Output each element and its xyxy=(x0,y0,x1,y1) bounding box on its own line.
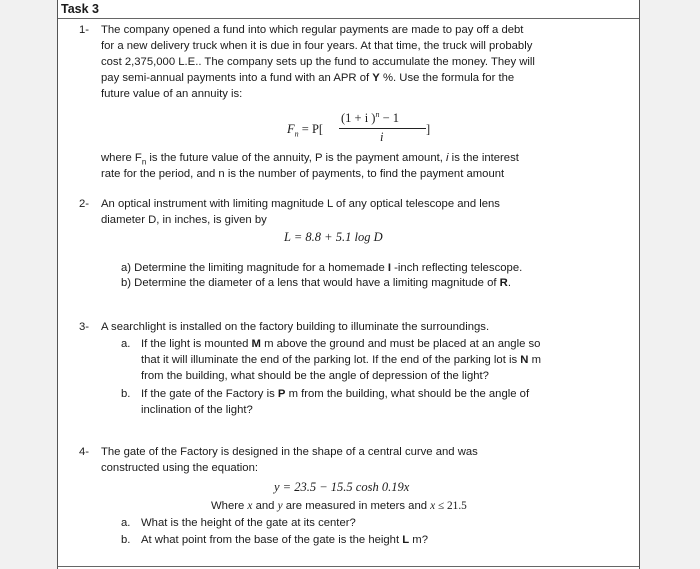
q2-part-a: a) Determine the limiting magnitude for a homemade I -inch reflecting telescope. xyxy=(121,262,523,274)
q3-part-a-label: a. xyxy=(121,338,131,350)
q3-line-1: A searchlight is installed on the factory building to illuminate the surroundings. xyxy=(101,321,490,333)
q1-line-3: cost 2,375,000 L.E.. The company sets up the fund to accumulate the money. They will xyxy=(101,56,535,68)
q1-line-2: for a new delivery truck when it is due in four years. At that time, the truck will probably xyxy=(101,40,533,52)
bottom-rule xyxy=(58,566,639,567)
annuity-formula-numerator: (1 + i )$^n$ − 1 xyxy=(341,110,400,126)
q1-line-1: The company opened a fund into which regular payments are made to pay off a debt xyxy=(101,24,524,36)
document-page xyxy=(57,0,640,569)
annuity-formula-lhs: $F_n = P$[ xyxy=(287,122,324,139)
q4-part-a: What is the height of the gate at its center? xyxy=(141,517,356,529)
q1-where-line-1: where $F_n$ is the future value of the annuity, P is the payment amount, i is the interest xyxy=(101,152,519,167)
top-rule xyxy=(58,18,639,19)
q2-line-2: diameter D, in inches, is given by xyxy=(101,214,267,226)
q4-line-2: constructed using the equation: xyxy=(101,462,259,474)
q4-part-a-label: a. xyxy=(121,517,131,529)
annuity-fraction-bar xyxy=(339,128,426,129)
q4-where-line: Where x and y are measured in meters and x ≤ 21.5 xyxy=(211,500,467,512)
gate-equation: y = 23.5 − 15.5 cosh 0.19x xyxy=(274,480,410,494)
q3-part-a-line-1: If the light is mounted M m above the ground and must be placed at an angle so xyxy=(141,338,541,350)
q3-number: 3- xyxy=(79,321,90,333)
annuity-formula-close: ] xyxy=(426,122,431,136)
q3-part-b-line-1: If the gate of the Factory is P m from the building, what should be the angle of xyxy=(141,388,530,400)
q2-line-1: An optical instrument with limiting magnitude L of any optical telescope and lens xyxy=(101,198,500,210)
magnitude-formula: L = 8.8 + 5.1 log D xyxy=(284,230,383,244)
annuity-formula-denominator: i xyxy=(380,130,384,144)
task-title: Task 3 xyxy=(61,2,99,16)
q2-number: 2- xyxy=(79,198,90,210)
q1-line-5: future value of an annuity is: xyxy=(101,88,243,100)
q3-part-b-line-2: inclination of the light? xyxy=(141,404,253,416)
q4-line-1: The gate of the Factory is designed in the shape of a central curve and was xyxy=(101,446,478,458)
q1-number: 1- xyxy=(79,24,90,36)
q3-part-b-label: b. xyxy=(121,388,131,400)
q1-line-4: pay semi-annual payments into a fund with an APR of Y %. Use the formula for the xyxy=(101,72,515,84)
q4-part-b-label: b. xyxy=(121,534,131,546)
q1-where-line-2: rate for the period, and n is the number of payments, to find the payment amount xyxy=(101,168,505,180)
q4-number: 4- xyxy=(79,446,90,458)
q3-part-a-line-3: from the building, what should be the angle of depression of the light? xyxy=(141,370,489,382)
q4-part-b: At what point from the base of the gate is the height L m? xyxy=(141,534,428,546)
q2-part-b: b) Determine the diameter of a lens that would have a limiting magnitude of R. xyxy=(121,277,511,289)
q3-part-a-line-2: that it will illuminate the end of the parking lot. If the end of the parking lot is N m xyxy=(141,354,542,366)
